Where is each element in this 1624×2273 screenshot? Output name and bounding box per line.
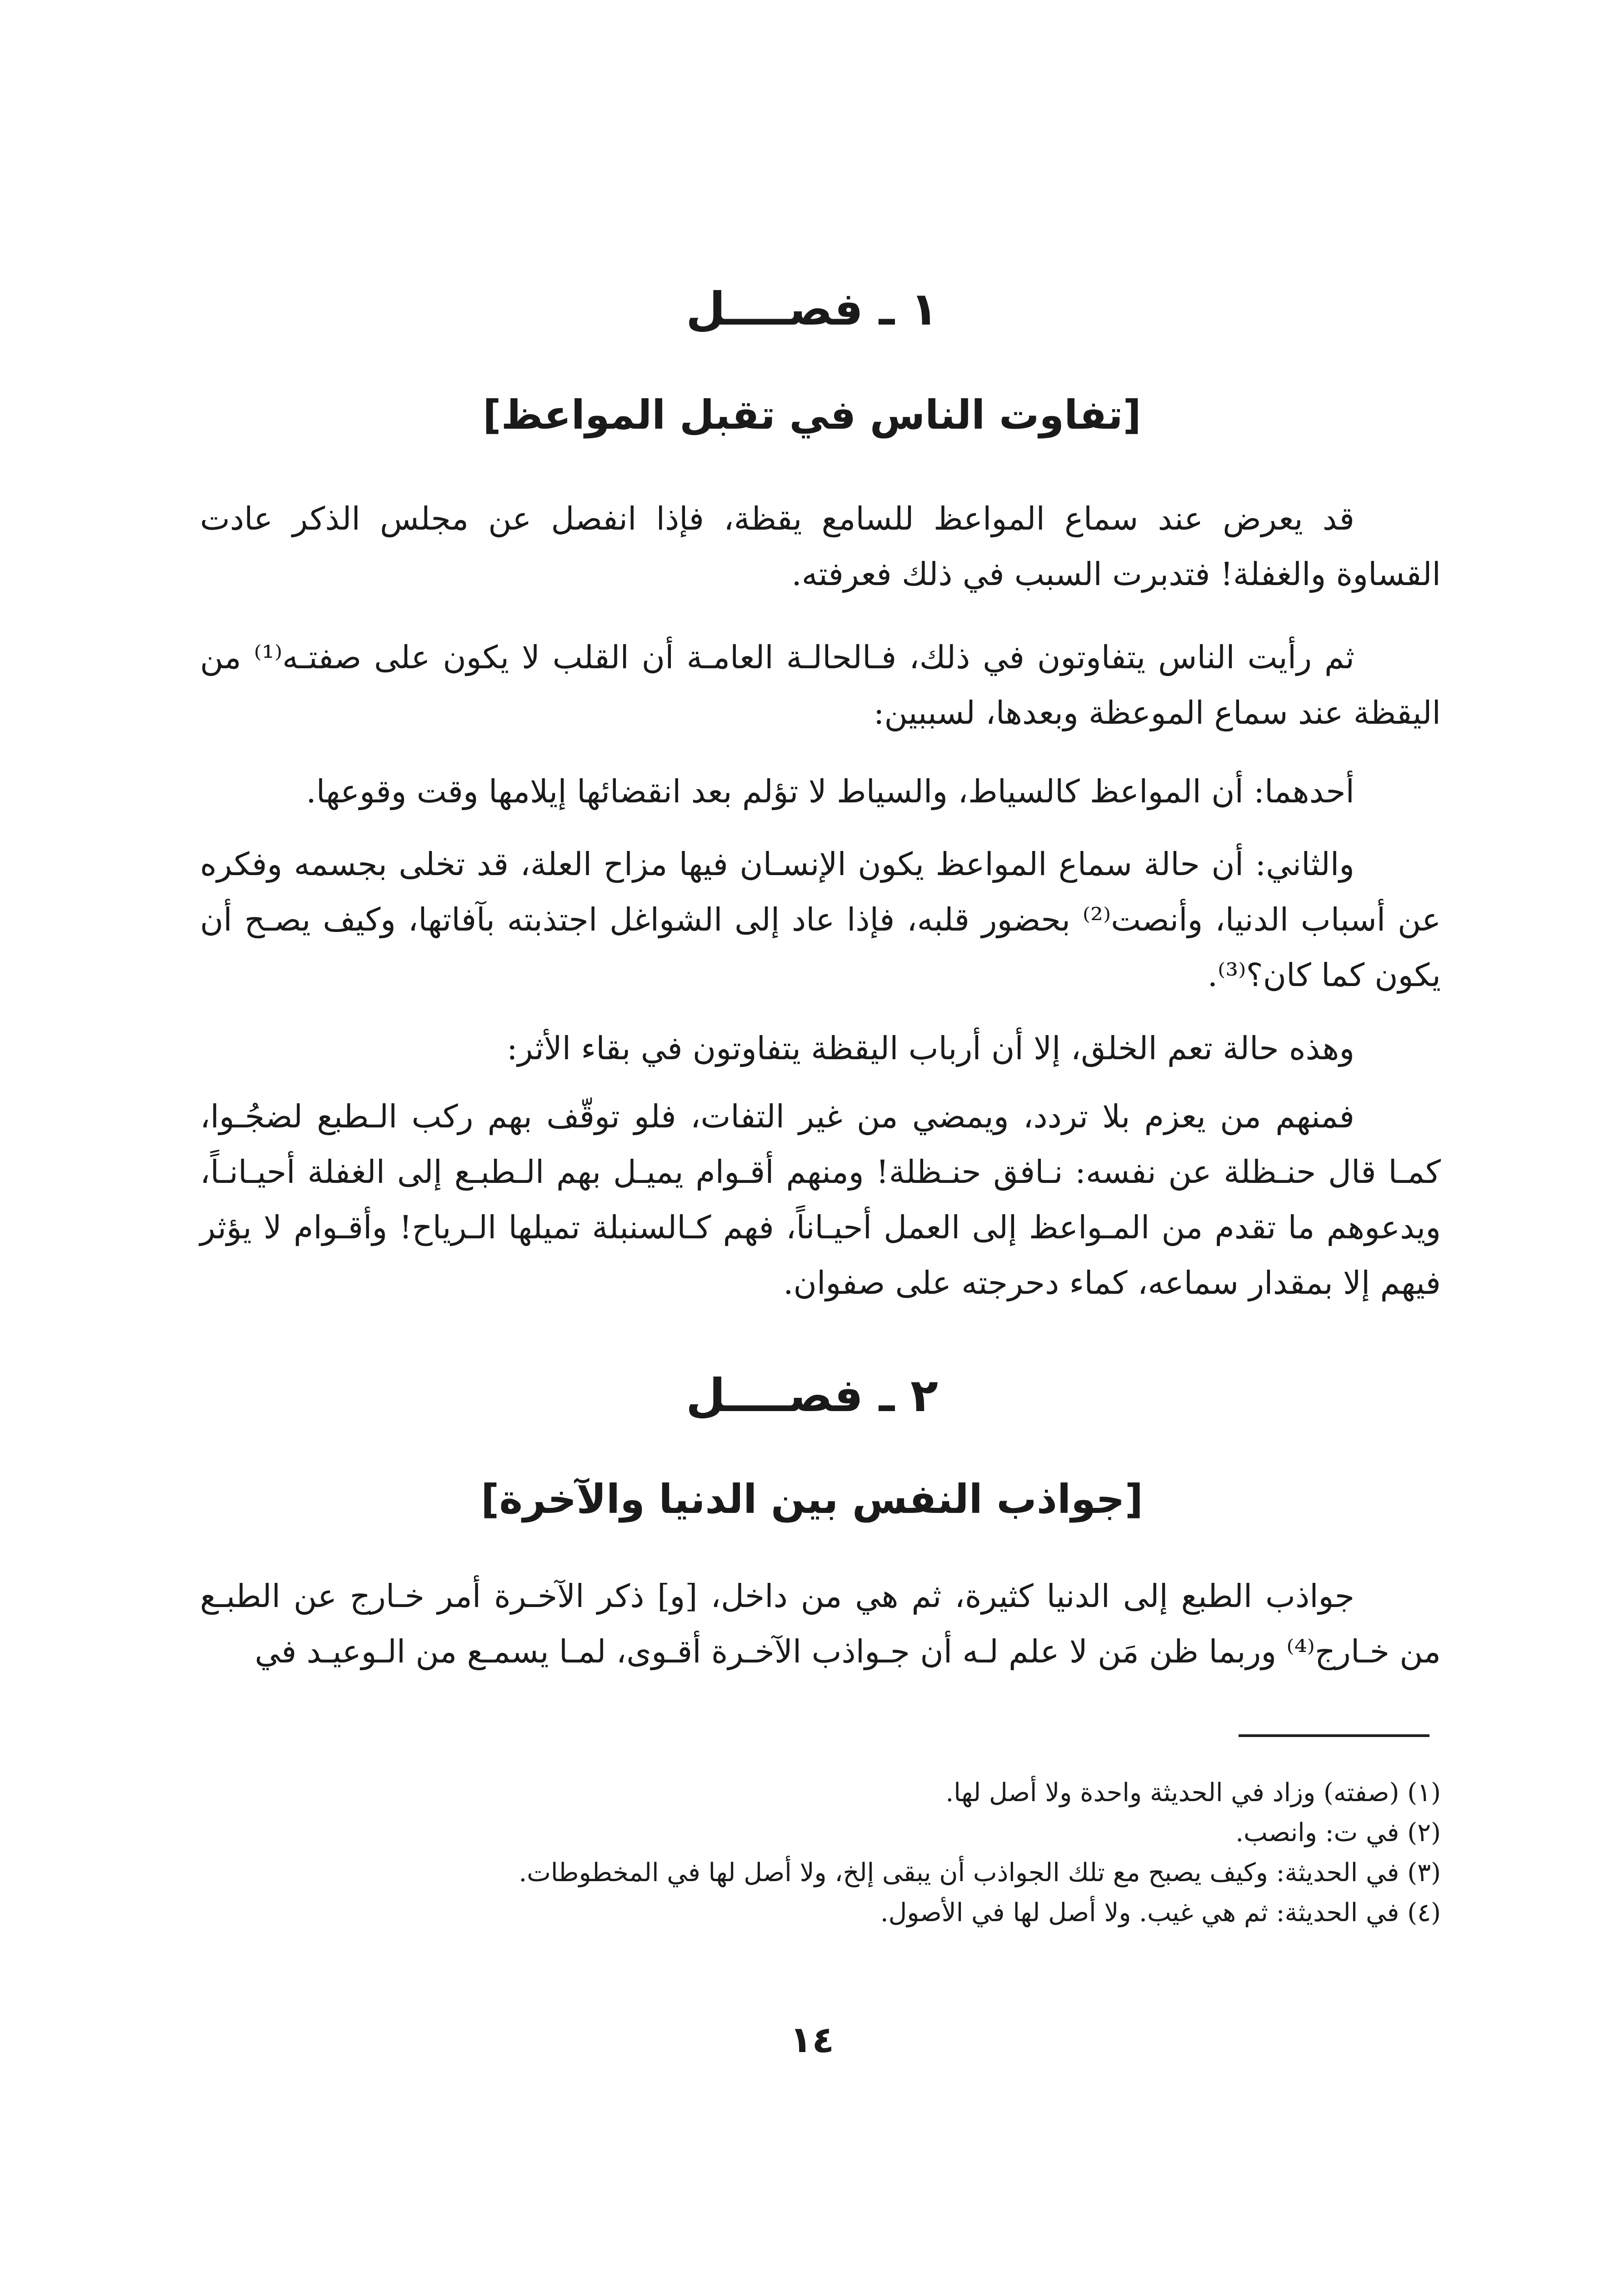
section-1-subtitle: [تفاوت الناس في تقبل المواعظ]	[483, 391, 1141, 438]
footnote-4: (٤) في الحديثة: ثم هي غيب. ولا أصل لها في الأصول.	[880, 1898, 1441, 1928]
section-1-heading: ١ ـ فصــــل	[686, 282, 938, 335]
section-1-paragraph-3: أحدهما: أن المواعظ كالسياط، والسياط لا تؤلم بعد انقضائها إيلامها وقت وقوعها.	[306, 773, 1354, 810]
footnote-divider	[1239, 1734, 1429, 1737]
section-1-paragraph-1: قد يعرض عند سماع المواعظ للسامع يقظة، فإذا انفصل عن مجلس الذكر عادت القساوة والغفلة! فتدبرت السبب في ذلك فعرفته.	[200, 500, 1441, 593]
section-1-paragraph-2: ثم رأيت الناس يتفاوتون في ذلك، فـالحالـة العامـة أن القلب لا يكون على صفتـه⁽¹⁾ من اليقظة عند سماع الموعظة وبعدها، لسببين:	[200, 639, 1441, 731]
footnote-1: (١) (صفته) وزاد في الحديثة واحدة ولا أصل لها.	[945, 1778, 1441, 1807]
section-2-heading: ٢ ـ فصــــل	[686, 1369, 938, 1422]
footnote-3: (٣) في الحديثة: وكيف يصبح مع تلك الجواذب أن يبقى إلخ، ولا أصل لها في المخطوطات.	[519, 1858, 1441, 1887]
section-1-paragraph-5: وهذه حالة تعم الخلق، إلا أن أرباب اليقظة يتفاوتون في بقاء الأثر:	[507, 1030, 1354, 1067]
footnote-2: (٢) في ت: وانصب.	[1235, 1818, 1441, 1847]
footnotes-list	[200, 1773, 1441, 1933]
section-2-paragraph-1: جواذب الطبع إلى الدنيا كثيرة، ثم هي من داخل، [و] ذكر الآخـرة أمر خـارج عن الطبـع من خـارج⁽⁴⁾ وربما ظن مَن لا علم لـه أن جـواذب الآخـرة أقـوى، لمـا يسمـع من الـوعيـد في	[200, 1577, 1441, 1670]
page-number: ١٤	[790, 2018, 834, 2061]
section-2-subtitle: [جواذب النفس بين الدنيا والآخرة]	[481, 1476, 1143, 1522]
section-1-paragraph-6: فمنهم من يعزم بلا تردد، ويمضي من غير التفات، فلو توقّف بهم ركب الـطبع لضجُـوا، كمـا قال حنـظلة عن نفسه: نـافق حنـظلة! ومنهم أقـوام يميـل بهم الـطبـع إلى الغفلة أحيـانـاً، ويدعوهم ما تقدم من المـواعظ إلى العمل أحيـاناً، فهم كـالسنبلة تميلها الـرياح! وأقـوام لا يؤثر فيهم إلا بمقدار سماعه، كماء دحرجته على صفوان.	[200, 1098, 1441, 1302]
section-1-paragraph-4: والثاني: أن حالة سماع المواعظ يكون الإنسـان فيها مزاح العلة، قد تخلى بجسمه وفكره عن أسباب الدنيا، وأنصت⁽²⁾ بحضور قلبه، فإذا عاد إلى الشواغل اجتذبته بآفاتها، وكيف يصـح أن يكون كما كان؟⁽³⁾.	[200, 846, 1441, 994]
